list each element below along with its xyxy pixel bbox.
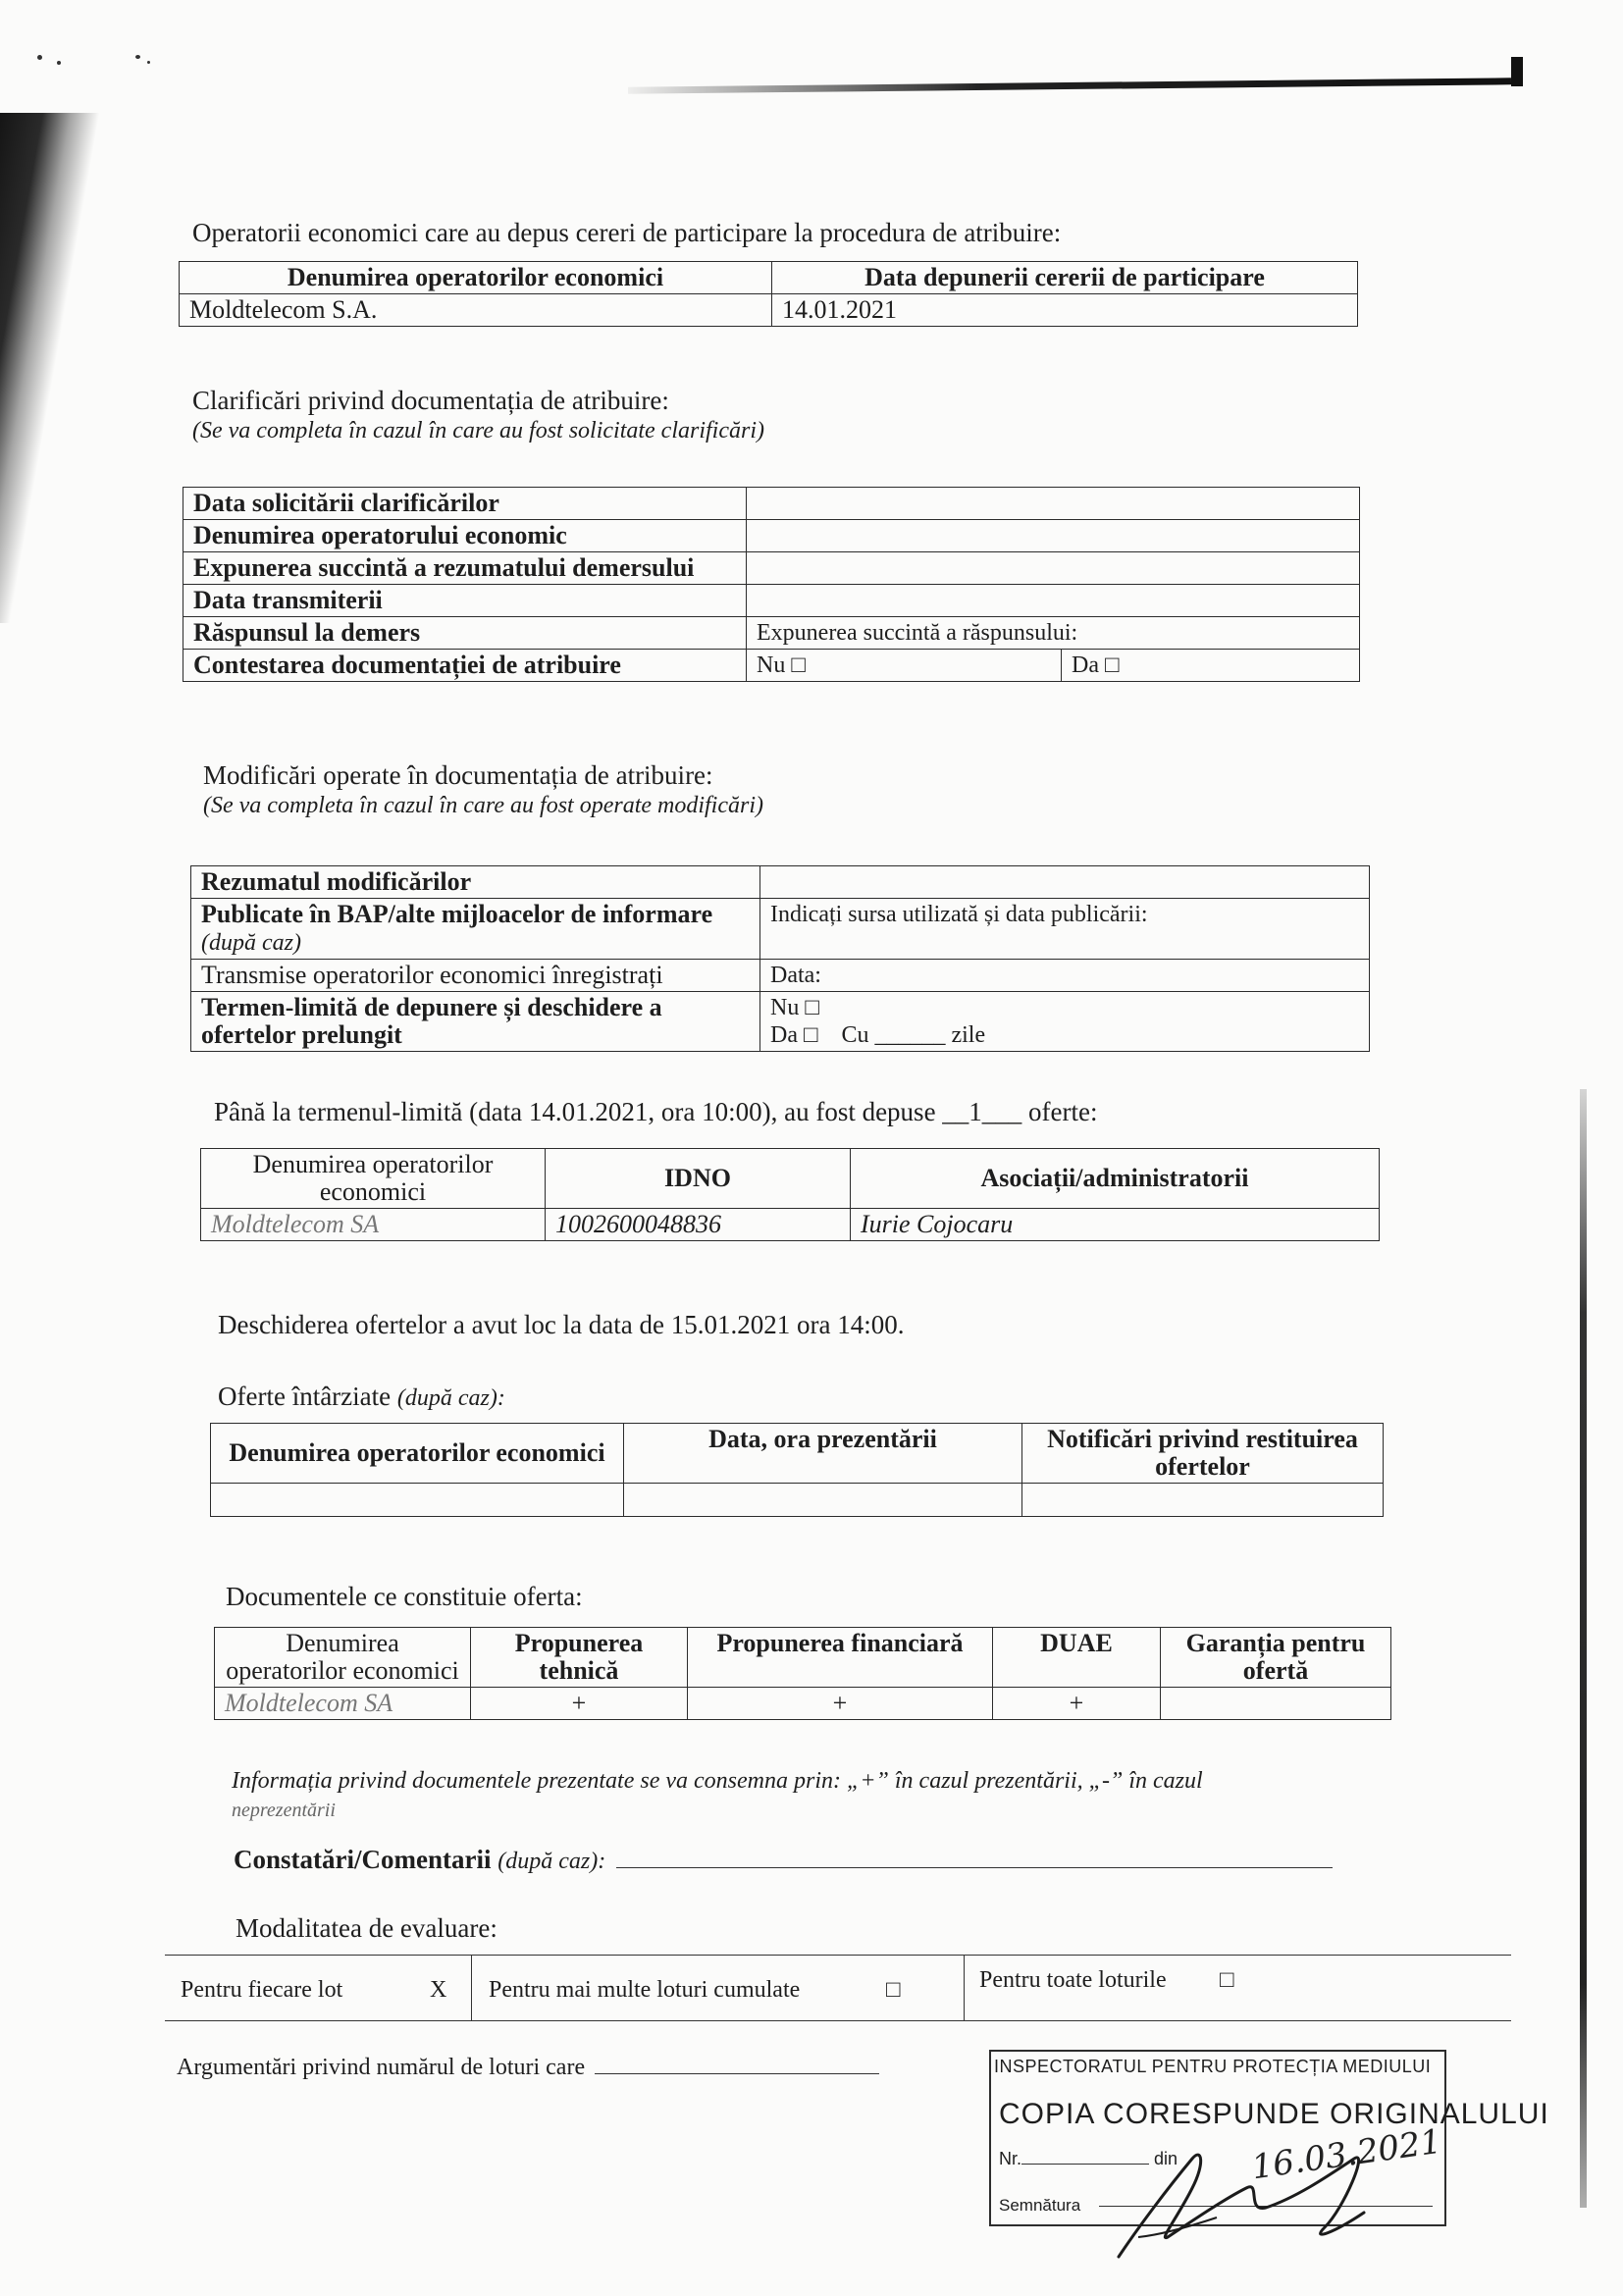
late-offers-title: Oferte întârziate [218,1382,392,1411]
clarif-value-response: Expunerea succintă a răspunsului: [747,617,1360,650]
modif-value-transmitted: Data: [760,960,1370,992]
modif-label-transmitted: Transmise operatorilor economici înregistrați [191,960,760,992]
late-offers-table [210,1423,1384,1517]
modif-label-summary: Rezumatul modificărilor [191,866,760,899]
clarif-label-operator: Denumirea operatorului economic [183,520,747,552]
comments-label: Constatări/Comentarii [234,1845,492,1874]
section2-heading: Clarificări privind documentația de atribuire: [192,386,669,415]
docs-cell-duae: + [993,1688,1161,1720]
late-offers-note: (după caz): [396,1385,505,1411]
section6-heading [218,1382,505,1413]
stamp-copy-text: COPIA CORESPUNDE ORIGINALULUI [999,2098,1549,2130]
eval-divider [471,1956,472,2020]
offers-table [200,1148,1380,1241]
comments-note: (după caz): [497,1849,606,1874]
docs-header-name: Denumirea operatorilor economici [215,1628,471,1688]
eval-option-each-lot: Pentru fiecare lot [181,1977,343,2003]
applicants-table [179,261,1358,327]
section8-heading: Modalitatea de evaluare: [236,1913,497,1943]
stamp-nr-label: Nr. [999,2149,1022,2168]
docs-footnote-line2: neprezentării [232,1800,336,1821]
scan-speck [147,61,150,64]
applicants-cell-date: 14.01.2021 [772,294,1358,327]
clarif-value-transmission [747,585,1360,617]
modif-label-published: Publicate în BAP/alte mijloacelor de informare (după caz) [191,899,760,960]
docs-cell-technical: + [471,1688,688,1720]
docs-cell-guarantee [1161,1688,1391,1720]
clarif-value-contest [747,650,1360,682]
docs-header-technical: Propunerea tehnică [471,1628,688,1688]
clarif-value-operator [747,520,1360,552]
section3-heading: Modificări operate în documentația de atribuire: [203,760,713,790]
docs-cell-financial: + [688,1688,993,1720]
scan-shadow [0,113,147,623]
lots-argument-line [177,2053,879,2082]
scan-speck [135,55,140,59]
docs-header-duae: DUAE [993,1628,1161,1688]
section1-heading: Operatorii economici care au depus cereri de participare la procedura de atribuire: [192,218,1062,247]
signature-icon [1099,2119,1413,2267]
section3-note: (Se va completa în cazul în care au fost operate modificări) [203,793,763,818]
documents-table [214,1627,1391,1720]
docs-cell-name: Moldtelecom SA [215,1688,471,1720]
scan-top-rule [628,78,1511,93]
evaluation-options [165,1955,1511,2021]
clarif-label-date: Data solicitării clarificărilor [183,488,747,520]
offers-cell-admins: Iurie Cojocaru [851,1209,1380,1241]
eval-option-multiple-lots: Pentru mai multe loturi cumulate [489,1977,801,2003]
modif-value-deadline [760,992,1370,1052]
stamp-institution: INSPECTORATUL PENTRU PROTECȚIA MEDIULUI [994,2057,1432,2076]
docs-header-guarantee: Garanția pentru ofertă [1161,1628,1391,1688]
offers-header-admins: Asociații/administratorii [851,1149,1380,1209]
comments-line [234,1845,1333,1876]
offers-cell-idno: 1002600048836 [546,1209,851,1241]
docs-header-financial: Propunerea financiară [688,1628,993,1688]
clarif-label-response: Răspunsul la demers [183,617,747,650]
handwritten-date: 16.03.2021 [1249,2121,1444,2188]
clarif-label-transmission: Data transmiterii [183,585,747,617]
late-cell-name [211,1484,624,1517]
lots-argument-underline [595,2073,879,2074]
clarif-value-summary [747,552,1360,585]
scan-right-edge [1580,1089,1587,2208]
comments-underline [616,1867,1333,1868]
clarif-label-summary: Expunerea succintă a rezumatului demersului [183,552,747,585]
clarifications-table [183,487,1360,682]
clarif-label-contest: Contestarea documentației de atribuire [183,650,747,682]
docs-footnote-line1: Informația privind documentele prezentate se va consemna prin: „+” în cazul prezentării, „-” în cazul [232,1768,1203,1794]
applicants-header-date: Data depunerii cererii de participare [772,262,1358,294]
late-header-notif: Notificări privind restituirea ofertelor [1022,1424,1384,1484]
deadline-option-no: Nu □ [770,995,819,1020]
deadline-option-yes: Da □ Cu ______ zile [770,1022,986,1048]
modif-value-summary [760,866,1370,899]
opening-text: Deschiderea ofertelor a avut loc la data de 15.01.2021 ora 14:00. [218,1310,905,1339]
applicants-cell-name: Moldtelecom S.A. [180,294,772,327]
eval-option-each-lot-mark: X [430,1977,447,2003]
scan-speck [37,55,42,60]
offers-header-name: Denumirea operatorilor economici [201,1149,546,1209]
offers-header-idno: IDNO [546,1149,851,1209]
late-header-name: Denumirea operatorilor economici [211,1424,624,1484]
late-cell-datetime [624,1484,1022,1517]
offers-cell-name: Moldtelecom SA [201,1209,546,1241]
eval-divider [964,1956,965,2020]
section7-heading: Documentele ce constituie oferta: [226,1582,583,1611]
eval-option-multiple-lots-box: □ [886,1977,901,2003]
late-cell-notif [1022,1484,1384,1517]
applicants-header-name: Denumirea operatorilor economici [180,262,772,294]
lots-argument-text: Argumentări privind numărul de loturi care [177,2055,586,2080]
contest-option-no: Nu □ [747,650,1062,681]
eval-option-all-lots: Pentru toate loturile [979,1967,1167,1993]
stamp-din-label: din [1154,2149,1178,2168]
stamp-signature-label: Semnătura [999,2196,1081,2215]
clarif-value-date [747,488,1360,520]
contest-option-yes: Da □ [1072,652,1120,678]
scan-top-mark [1511,57,1523,86]
late-header-datetime: Data, ora prezentării [624,1424,1022,1484]
section4-heading: Până la termenul-limită (data 14.01.2021, ora 10:00), au fost depuse __1___ oferte: [214,1097,1098,1126]
modif-label-deadline: Termen-limită de depunere și deschidere a ofertelor prelungit [191,992,760,1052]
section2-note: (Se va completa în cazul în care au fost solicitate clarificări) [192,418,764,444]
scan-speck [57,61,61,65]
modifications-table [190,865,1370,1052]
modif-value-published: Indicați sursa utilizată și data publicării: [760,899,1370,960]
eval-option-all-lots-box: □ [1220,1967,1234,1993]
